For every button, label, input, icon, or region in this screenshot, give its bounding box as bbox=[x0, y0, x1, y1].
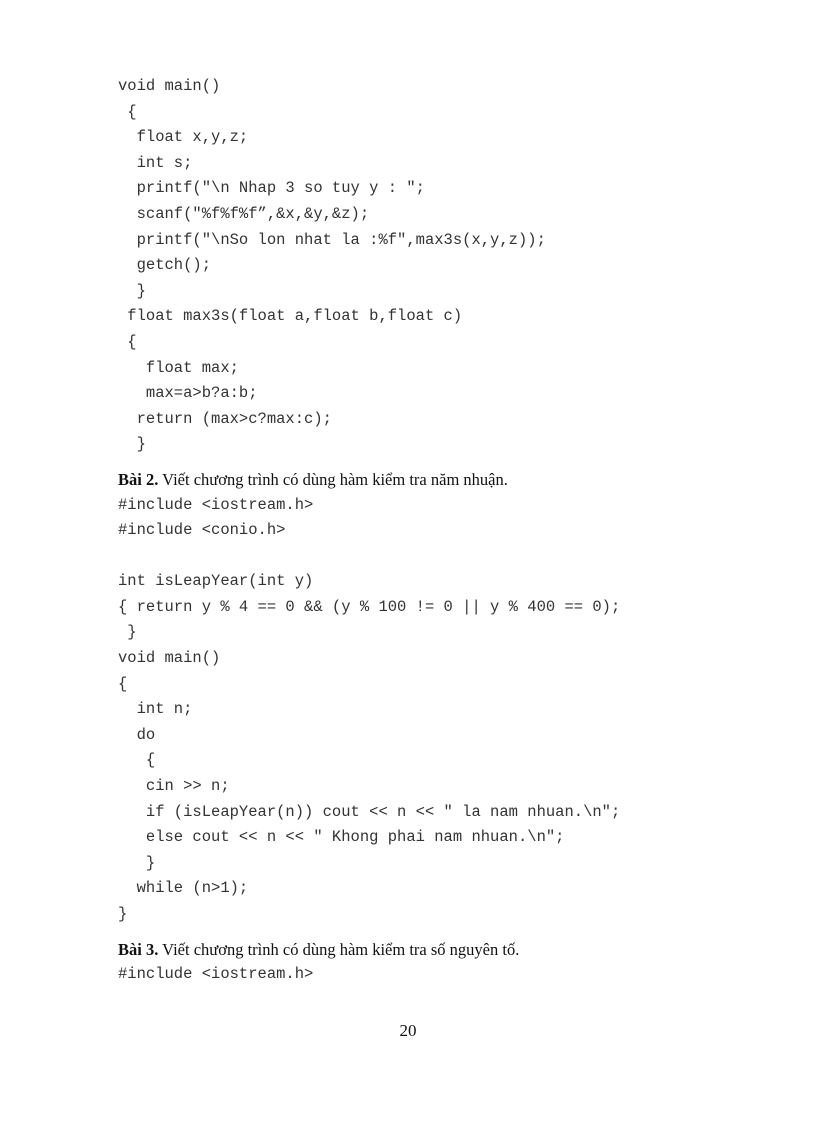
code-block-max3s bbox=[118, 74, 758, 458]
code-line: void main() bbox=[118, 649, 221, 668]
code-line: float x,y,z; bbox=[118, 128, 249, 147]
code-line: { return y % 4 == 0 && (y % 100 != 0 || y % 400 == 0); bbox=[118, 597, 621, 616]
code-block-prime bbox=[118, 962, 758, 988]
code-line: float max3s(float a,float b,float c) bbox=[118, 307, 463, 326]
code-line: float max; bbox=[118, 358, 239, 377]
code-line: scanf("%f%f%f”,&x,&y,&z); bbox=[118, 204, 370, 223]
code-line: } bbox=[118, 281, 146, 300]
code-line: } bbox=[118, 435, 146, 454]
code-line: return (max>c?max:c); bbox=[118, 409, 332, 428]
code-line: } bbox=[118, 905, 128, 923]
code-line: do bbox=[118, 725, 156, 744]
code-line: printf("\nSo lon nhat la :%f",max3s(x,y,z)); bbox=[118, 230, 546, 249]
code-line bbox=[118, 544, 758, 570]
exercise-2-text: Viết chương trình có dùng hàm kiểm tra năm nhuận. bbox=[158, 469, 508, 489]
exercise-3-heading bbox=[118, 937, 758, 963]
code-line: cin >> n; bbox=[118, 777, 230, 796]
code-line: #include <iostream.h> bbox=[118, 965, 314, 984]
code-line: if (isLeapYear(n)) cout << n << " la nam nhuan.\n"; bbox=[118, 802, 621, 821]
code-block-leap-year bbox=[118, 493, 758, 928]
page-content bbox=[118, 74, 758, 988]
code-line: } bbox=[118, 623, 137, 642]
exercise-3-label: Bài 3. bbox=[118, 939, 159, 959]
code-line: printf("\n Nhap 3 so tuy y : "; bbox=[118, 179, 425, 198]
code-line: #include <iostream.h> bbox=[118, 495, 314, 514]
code-line: void main() bbox=[118, 77, 221, 95]
code-line: else cout << n << " Khong phai nam nhuan.\n"; bbox=[118, 828, 565, 847]
code-line: max=a>b?a:b; bbox=[118, 384, 258, 403]
code-line: int s; bbox=[118, 153, 193, 172]
exercise-2-label: Bài 2. bbox=[118, 469, 159, 489]
code-line: { bbox=[118, 674, 128, 693]
code-line: int isLeapYear(int y) bbox=[118, 572, 314, 591]
exercise-3-text: Viết chương trình có dùng hàm kiểm tra số nguyên tố. bbox=[158, 939, 520, 959]
code-line: } bbox=[118, 853, 156, 872]
code-line: #include <conio.h> bbox=[118, 521, 286, 540]
code-line: { bbox=[118, 102, 137, 121]
code-line: int n; bbox=[118, 700, 193, 719]
page-number: 20 bbox=[399, 1021, 417, 1040]
code-line: getch(); bbox=[118, 256, 212, 275]
code-line: { bbox=[118, 332, 137, 351]
code-line: { bbox=[118, 751, 156, 770]
exercise-2-heading bbox=[118, 467, 758, 493]
code-line: while (n>1); bbox=[118, 879, 249, 898]
